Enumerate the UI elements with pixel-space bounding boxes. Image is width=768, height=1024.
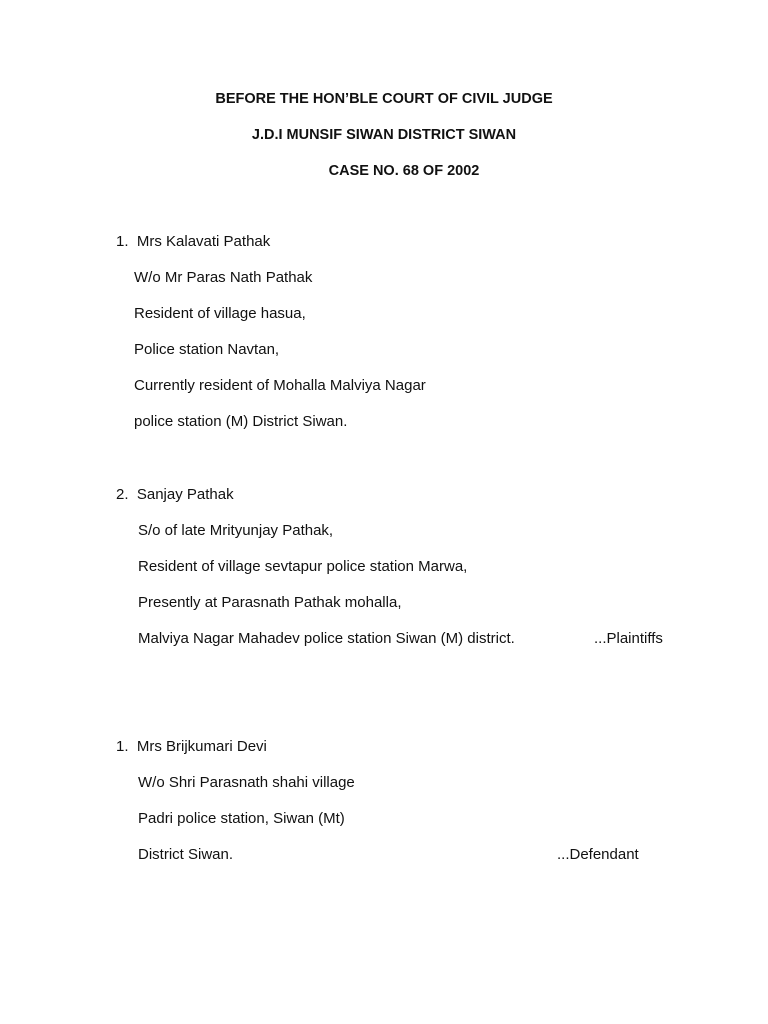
plaintiff-1-number: 1. <box>116 233 129 250</box>
plaintiff-1-line: police station (M) District Siwan. <box>134 413 348 430</box>
plaintiffs-label: ...Plaintiffs <box>594 630 663 647</box>
defendant-label: ...Defendant <box>557 846 639 863</box>
defendant-1-number: 1. <box>116 738 129 755</box>
defendant-1-line: Padri police station, Siwan (Mt) <box>138 810 345 827</box>
defendant-1-entry <box>116 738 267 756</box>
plaintiff-2-line: S/o of late Mrityunjay Pathak, <box>138 522 334 539</box>
plaintiff-2-entry <box>116 486 234 504</box>
plaintiff-1-line: W/o Mr Paras Nath Pathak <box>134 269 313 286</box>
plaintiff-1-name: Mrs Kalavati Pathak <box>136 233 271 250</box>
plaintiff-2-line: Resident of village sevtapur police station Marwa, <box>138 558 468 575</box>
defendant-1-line: W/o Shri Parasnath shahi village <box>138 774 355 791</box>
plaintiff-2-name: Sanjay Pathak <box>136 486 234 503</box>
plaintiff-1-line: Currently resident of Mohalla Malviya Nagar <box>134 377 426 394</box>
defendant-1-line: District Siwan. <box>138 846 234 863</box>
plaintiff-2-line: Malviya Nagar Mahadev police station Siwan (M) district. <box>138 630 515 647</box>
plaintiff-1-entry <box>116 233 270 251</box>
plaintiff-2-line: Presently at Parasnath Pathak mohalla, <box>138 594 402 611</box>
munsif-heading: J.D.I MUNSIF SIWAN DISTRICT SIWAN <box>251 127 517 143</box>
case-number: CASE NO. 68 OF 2002 <box>328 163 480 179</box>
plaintiff-1-line: Resident of village hasua, <box>134 305 306 322</box>
court-heading: BEFORE THE HON’BLE COURT OF CIVIL JUDGE <box>215 91 553 107</box>
defendant-1-name: Mrs Brijkumari Devi <box>136 738 267 755</box>
plaintiff-1-line: Police station Navtan, <box>134 341 280 358</box>
plaintiff-2-number: 2. <box>116 486 129 503</box>
